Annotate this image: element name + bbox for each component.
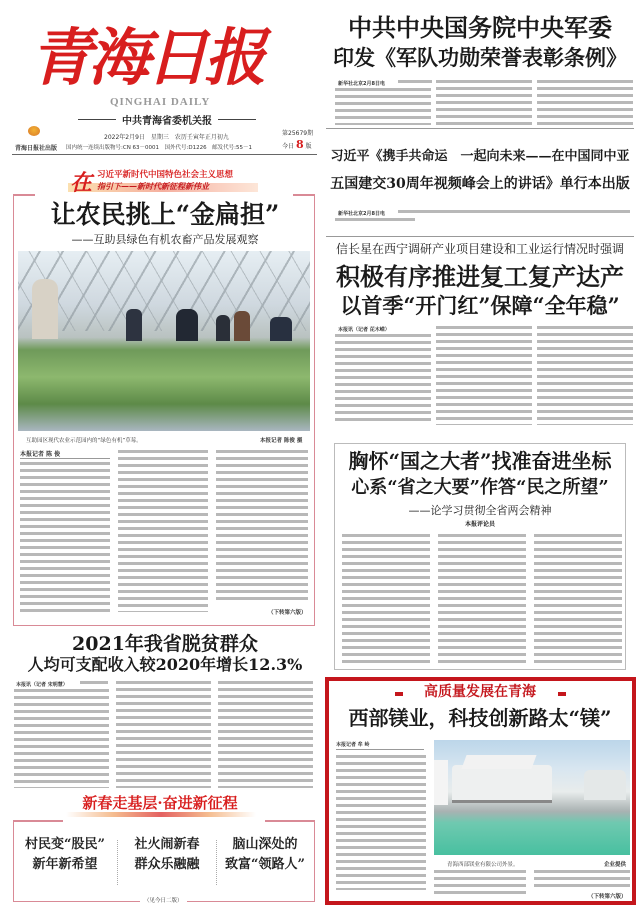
byline: 本报讯（记者 宋明慧） xyxy=(16,682,68,688)
dateline: 新华社北京2月8日电 xyxy=(338,81,385,87)
headline[interactable]: 积极有序推进复工复产达产 xyxy=(336,262,624,291)
factory-photo[interactable] xyxy=(434,740,630,855)
headline[interactable]: 五国建交30周年视频峰会上的讲话》单行本出版 xyxy=(330,176,630,192)
photo-caption: 青海西部镁业有限公司外景。 xyxy=(447,862,519,868)
page-count: 今日 8 版 xyxy=(282,138,312,151)
masthead-subtitle: 中共青海省委机关报 xyxy=(122,116,212,127)
english-title: QINGHAI DAILY xyxy=(110,96,211,108)
photo-caption: 互助园区现代农业示范园内的“绿色有机”草莓。 xyxy=(26,438,142,444)
headline[interactable]: 习近平《携手共命运 一起向未来——在中国同中亚 xyxy=(330,149,630,164)
headline[interactable]: 中共中央国务院中央军委 xyxy=(348,13,612,42)
banner-line-2: 指引下——新时代新征程新伟业 xyxy=(97,181,209,191)
headline[interactable]: 让农民挑上“金扁担” xyxy=(50,200,280,229)
continued-note[interactable]: （下转第六版） xyxy=(268,610,307,616)
continued-note[interactable]: （见今日二版） xyxy=(140,896,187,904)
photo-credit: 本报记者 陈俊 摄 xyxy=(260,438,303,444)
subheadline: ——论学习贯彻全省两会精神 xyxy=(408,504,552,517)
headline[interactable]: 印发《军队功勋荣誉表彰条例》 xyxy=(333,45,627,70)
headline[interactable]: 人均可支配收入较2020年增长12.3% xyxy=(27,655,303,674)
greenhouse-photo[interactable] xyxy=(18,251,310,431)
publication-codes: 国内统一连续出版物号:CN 63－0001 国外代号:D1226 邮发代号:55－1 xyxy=(66,145,252,151)
byline: 本报记者 牟 岭 xyxy=(336,742,370,748)
subheadline: ——互助县绿色有机农畜产品发展观察 xyxy=(71,233,259,246)
newspaper-logo: 青海日报 xyxy=(30,21,263,94)
section-tag: 高质量发展在青海 xyxy=(424,684,536,700)
spring-item[interactable]: 脑山深处的 致富“领路人” xyxy=(225,837,305,872)
headline[interactable]: 心系“省之大要”作答“民之所望” xyxy=(351,477,609,498)
spring-item[interactable]: 村民变“股民” 新年新希望 xyxy=(25,837,105,872)
date-line: 2022年2月9日 星期三 农历壬寅年正月初九 xyxy=(104,134,229,141)
byline: 本报评论员 xyxy=(464,521,495,528)
issue-number: 第25679期 xyxy=(282,130,314,137)
banner-big-char: 在 xyxy=(70,170,93,196)
spring-item[interactable]: 社火闹新春 群众乐融融 xyxy=(134,837,200,872)
banner: 新春走基层·奋进新征程 xyxy=(82,794,238,812)
publisher: 青海日报社出版 xyxy=(15,145,58,152)
banner-line-1: 习近平新时代中国特色社会主义思想 xyxy=(97,170,234,180)
publisher-emblem-icon xyxy=(28,126,40,136)
headline[interactable]: 西部镁业，科技创新路太“镁” xyxy=(348,706,612,730)
dateline: 新华社北京2月8日电 xyxy=(338,211,385,217)
byline: 本报讯（记者 芘木嵘） xyxy=(338,327,390,333)
kicker: 信长星在西宁调研产业项目建设和工业运行情况时强调 xyxy=(335,242,624,256)
headline[interactable]: 以首季“开门红”保障“全年稳” xyxy=(340,293,620,318)
headline[interactable]: 2021年我省脱贫群众 xyxy=(72,633,258,655)
continued-note[interactable]: （下转第六版） xyxy=(588,894,627,900)
headline[interactable]: 胸怀“国之大者”找准奋进坐标 xyxy=(348,449,612,473)
byline: 本报记者 陈 俊 xyxy=(20,451,61,458)
photo-credit: 企业提供 xyxy=(604,862,627,868)
